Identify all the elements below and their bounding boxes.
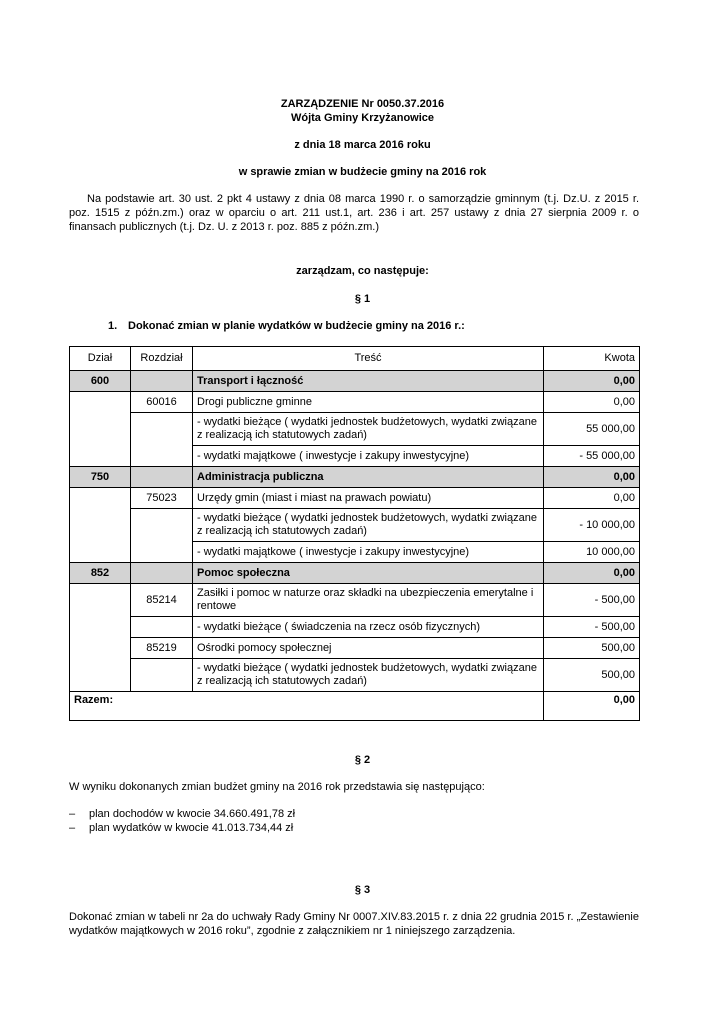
decree-statement: zarządzam, co następuje: [296,265,429,277]
document-issuer: Wójta Gminy Krzyżanowice [290,112,435,124]
budget-summary-list [69,807,295,835]
tresc-cell: Administracja publiczna [193,467,544,488]
chapter-row-85219 [70,638,640,659]
tresc-cell: - wydatki bieżące ( świadczenia na rzecz osób fizycznych) [193,617,544,638]
total-amount: 0,00 [544,692,640,721]
dzial-cell-empty [70,488,131,563]
rozdzial-cell-empty [131,467,193,488]
document-title: ZARZĄDZENIE Nr 0050.37.2016 [280,98,445,110]
dash-bullet: – [69,808,76,820]
section-1-item-text: Dokonać zmian w planie wydatków w budżecie gminy na 2016 r.: [128,320,465,332]
header-dzial: Dział [70,347,131,371]
header-kwota: Kwota [544,347,640,371]
section-1-item [108,320,465,332]
rozdzial-cell-empty [131,659,193,692]
section-1-item-number: 1. [108,320,118,332]
kwota-cell: 0,00 [544,563,640,584]
rozdzial-cell: 85214 [131,584,193,617]
rozdzial-cell: 85219 [131,638,193,659]
tresc-cell: - wydatki majątkowe ( inwestycje i zakupy inwestycyjne) [193,446,544,467]
kwota-cell: 0,00 [544,488,640,509]
tresc-cell: - wydatki bieżące ( wydatki jednostek budżetowych, wydatki związane z realizacją ich statutowych zadań) [193,413,544,446]
tresc-cell: Transport i łączność [193,371,544,392]
rozdzial-cell-empty [131,371,193,392]
document-subject: w sprawie zmian w budżecie gminy na 2016 rok [238,166,487,178]
dash-bullet: – [69,822,76,834]
rozdzial-cell: 60016 [131,392,193,413]
rozdzial-cell: 75023 [131,488,193,509]
dzial-cell: 852 [70,563,131,584]
total-row [70,692,640,721]
kwota-cell: 10 000,00 [544,542,640,563]
kwota-cell: - 10 000,00 [544,509,640,542]
section-2-intro: W wyniku dokonanych zmian budżet gminy na 2016 rok przedstawia się następująco: [69,781,485,793]
section-2-mark: § 2 [354,754,371,766]
kwota-cell: - 500,00 [544,617,640,638]
legal-basis-paragraph: Na podstawie art. 30 ust. 2 pkt 4 ustawy z dnia 08 marca 1990 r. o samorządzie gminnym (t.j. Dz.U. z 2015 r. poz. 1515 z późn.zm.) oraz w oparciu o art. 211 ust.1, art. 236 i art. 257 ustawy z dnia 27 sierpnia 2009 r. o finansach publicznych (t.j. Dz. U. z 2013 r. poz. 885 z późn.zm.) [69,193,639,233]
detail-row-60016-current [70,413,640,446]
tresc-cell: - wydatki majątkowe ( inwestycje i zakupy inwestycyjne) [193,542,544,563]
list-item [69,807,295,821]
total-label: Razem: [70,692,544,721]
dzial-cell-empty [70,584,131,692]
kwota-cell: 500,00 [544,638,640,659]
dzial-cell: 750 [70,467,131,488]
chapter-row-75023 [70,488,640,509]
tresc-cell: Urzędy gmin (miast i miast na prawach powiatu) [193,488,544,509]
header-tresc: Treść [193,347,544,371]
rozdzial-cell-empty [131,509,193,563]
tresc-cell: Zasiłki i pomoc w naturze oraz składki na ubezpieczenia emerytalne i rentowe [193,584,544,617]
detail-row-85214-current [70,617,640,638]
tresc-cell: Drogi publiczne gminne [193,392,544,413]
header-rozdzial: Rozdział [131,347,193,371]
tresc-cell: Pomoc społeczna [193,563,544,584]
kwota-cell: 0,00 [544,371,640,392]
kwota-cell: - 500,00 [544,584,640,617]
section-3-mark: § 3 [354,884,371,896]
section-1-mark: § 1 [354,293,371,305]
rozdzial-cell-empty [131,617,193,638]
chapter-row-60016 [70,392,640,413]
dzial-cell: 600 [70,371,131,392]
dzial-cell-empty [70,392,131,467]
section-row-852 [70,563,640,584]
section-row-600 [70,371,640,392]
budget-changes-table [69,346,640,721]
rozdzial-cell-empty [131,563,193,584]
detail-row-75023-current [70,509,640,542]
section-3-text: Dokonać zmian w tabeli nr 2a do uchwały Rady Gminy Nr 0007.XIV.83.2015 r. z dnia 22 grudnia 2015 r. „Zestawienie wydatków majątkowych w 2016 roku”, zgodnie z załącznikiem nr 1 niniejszego zarządzenia. [69,911,639,937]
list-item [69,821,295,835]
detail-row-85219-current [70,659,640,692]
section-row-750 [70,467,640,488]
tresc-cell: Ośrodki pomocy społecznej [193,638,544,659]
kwota-cell: 55 000,00 [544,413,640,446]
kwota-cell: 500,00 [544,659,640,692]
kwota-cell: 0,00 [544,392,640,413]
kwota-cell: 0,00 [544,467,640,488]
income-plan: plan dochodów w kwocie 34.660.491,78 zł [89,808,296,820]
document-date: z dnia 18 marca 2016 roku [294,139,431,151]
tresc-cell: - wydatki bieżące ( wydatki jednostek budżetowych, wydatki związane z realizacją ich statutowych zadań) [193,659,544,692]
expense-plan: plan wydatków w kwocie 41.013.734,44 zł [89,822,294,834]
chapter-row-85214 [70,584,640,617]
table-header-row [70,347,640,371]
rozdzial-cell-empty [131,413,193,467]
tresc-cell: - wydatki bieżące ( wydatki jednostek budżetowych, wydatki związane z realizacją ich statutowych zadań) [193,509,544,542]
kwota-cell: - 55 000,00 [544,446,640,467]
